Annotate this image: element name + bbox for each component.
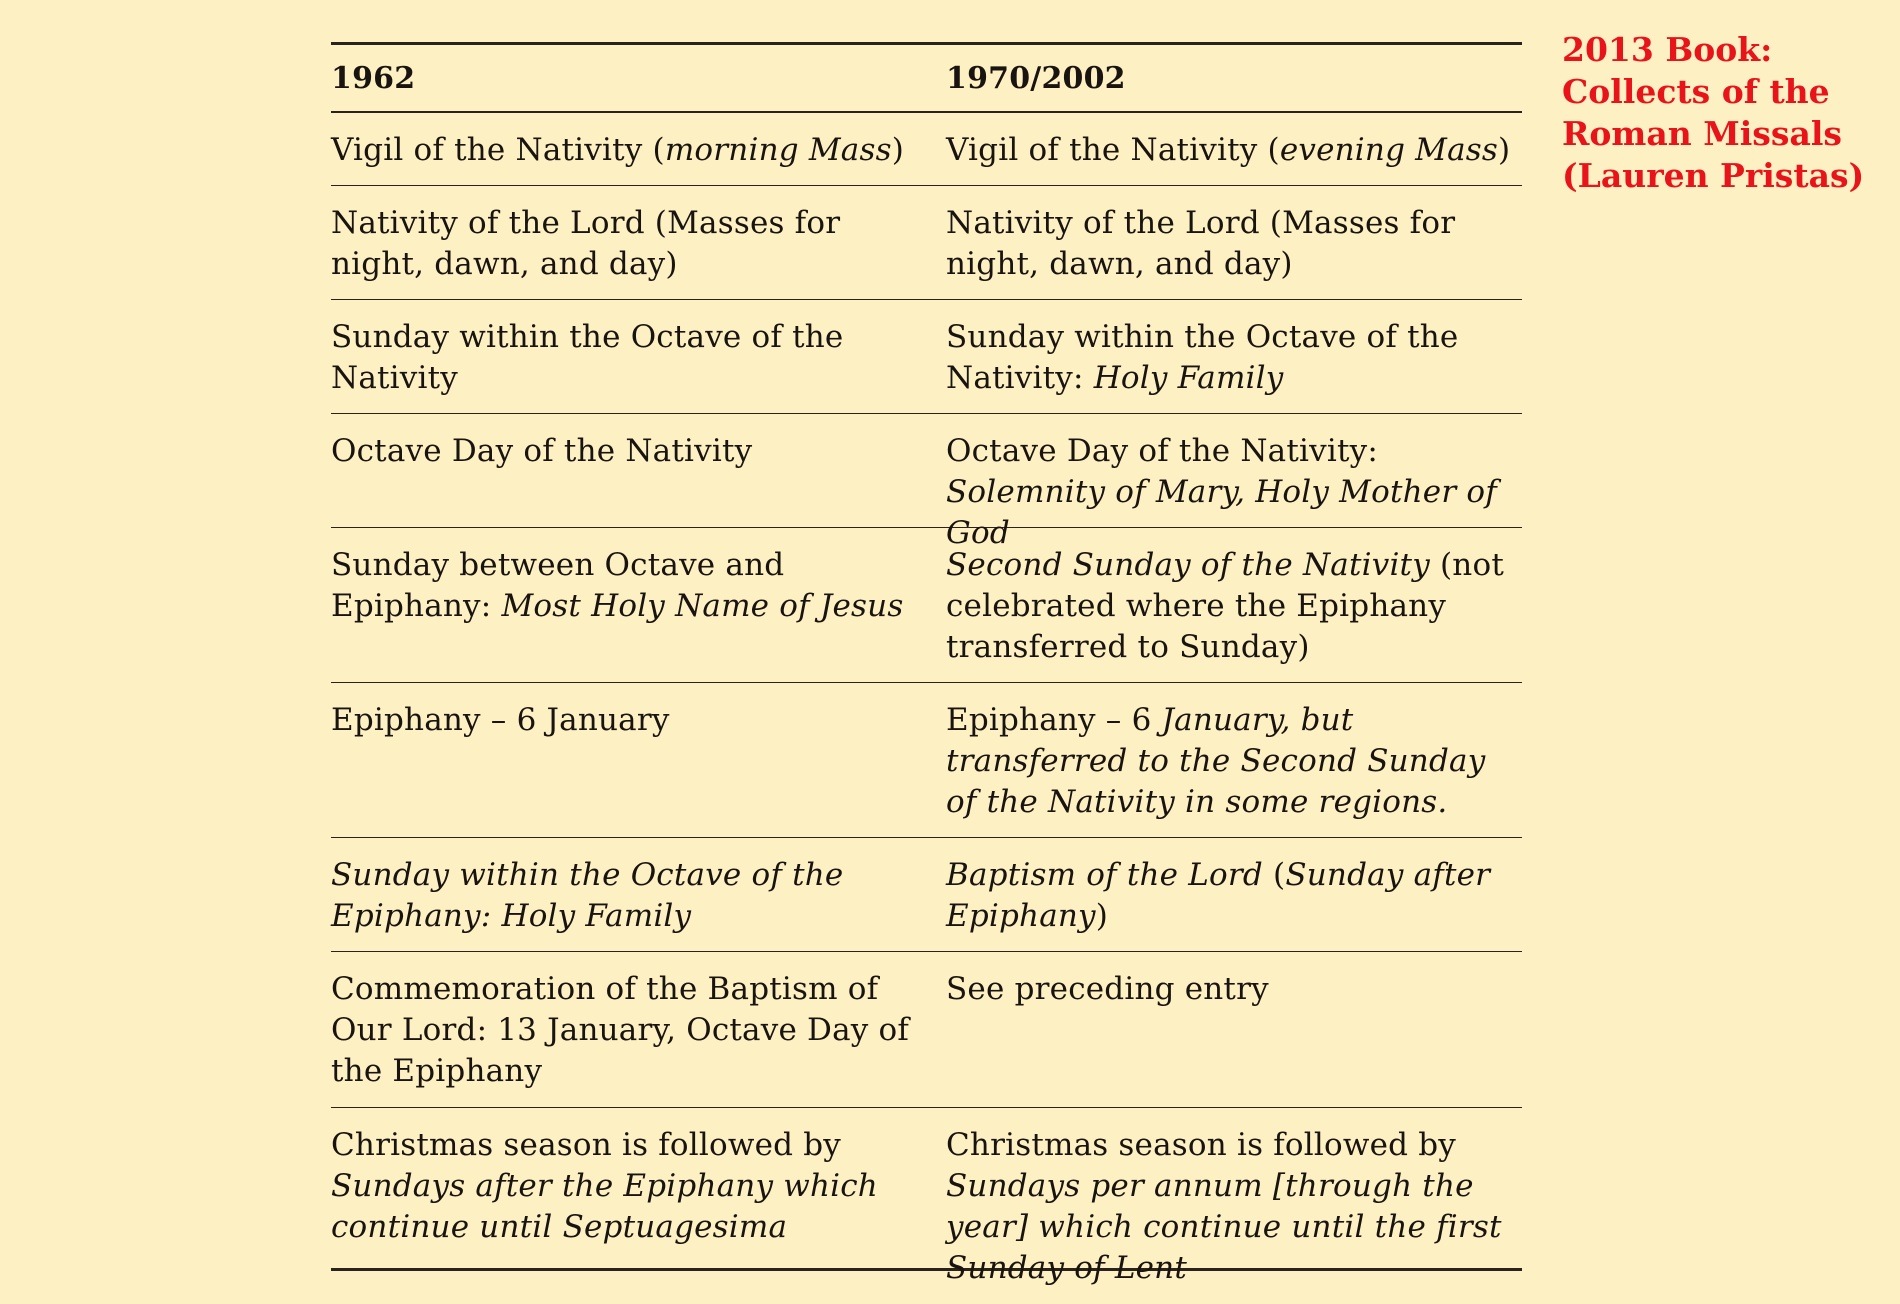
text: )	[891, 132, 904, 168]
cell-1970-2002	[946, 1125, 1522, 1286]
book-citation-note	[1562, 29, 1892, 197]
italic-text: Solemnity of Mary, Holy Mother of God	[946, 474, 1497, 551]
citation-line: 2013 Book:	[1562, 30, 1773, 69]
italic-text: Holy Family	[1093, 360, 1284, 396]
italic-text: Sundays after the Epiphany which continue until Septuagesima	[331, 1168, 878, 1245]
italic-text: Most Holy Name of Jesus	[501, 588, 904, 624]
table-row	[331, 528, 1522, 682]
table-row	[331, 414, 1522, 551]
cell-1970-2002	[946, 969, 1522, 1107]
cell-1962	[331, 203, 946, 299]
text: Commemoration of the Baptism of Our Lord: 13 January, Octave Day of the Epiphany	[331, 971, 910, 1089]
cell-1970-2002	[946, 700, 1522, 837]
text: See preceding entry	[946, 971, 1269, 1007]
cell-1962	[331, 1125, 946, 1268]
text: Sunday between Octave and Epiphany:	[331, 547, 785, 624]
cell-1970-2002	[946, 203, 1522, 299]
table-bottom-rule	[331, 1268, 1522, 1271]
text: )	[1095, 898, 1109, 934]
liturgical-comparison-table	[331, 42, 1522, 1286]
text: (	[1262, 857, 1286, 893]
italic-text: Sundays per annum [through the year] which continue until the first Sunday of Lent	[946, 1168, 1502, 1286]
text: Christmas season is followed by	[331, 1127, 841, 1163]
text: Sunday within the Octave of the Nativity	[331, 319, 844, 396]
text: Vigil of the Nativity (	[331, 132, 665, 168]
text: Vigil of the Nativity (	[946, 132, 1280, 168]
cell-1970-2002	[946, 130, 1522, 185]
cell-1970-2002	[946, 855, 1522, 951]
italic-text: Sunday within the Octave of the Epiphany: Holy Family	[331, 857, 844, 934]
text: (not celebrated where the Epiphany transferred to Sunday)	[946, 547, 1504, 665]
table-row	[331, 1108, 1522, 1286]
cell-1962	[331, 855, 946, 951]
text: Epiphany – 6	[946, 702, 1162, 738]
column-header-1962: 1962	[331, 60, 416, 96]
cell-1962	[331, 317, 946, 413]
text: )	[1498, 132, 1511, 168]
citation-line: Roman Missals	[1562, 114, 1842, 153]
citation-line: (Lauren Pristas)	[1562, 156, 1865, 195]
text: Nativity of the Lord (Masses for night, dawn, and day)	[331, 205, 841, 282]
text: Octave Day of the Nativity:	[946, 433, 1378, 469]
text: Nativity of the Lord (Masses for night, dawn, and day)	[946, 205, 1456, 282]
italic-text: Second Sunday of the Nativity	[946, 547, 1430, 583]
italic-text: morning Mass	[664, 132, 892, 168]
cell-1962	[331, 969, 946, 1107]
table-row	[331, 683, 1522, 837]
cell-1970-2002	[946, 317, 1522, 413]
citation-line: Collects of the	[1562, 72, 1830, 111]
table-row	[331, 952, 1522, 1107]
table-row	[331, 186, 1522, 299]
table-row	[331, 838, 1522, 951]
column-header-1970-2002: 1970/2002	[946, 60, 1126, 96]
cell-1962	[331, 130, 946, 185]
table-row	[331, 113, 1522, 185]
text: Christmas season is followed by	[946, 1127, 1456, 1163]
italic-text: January, but transferred to the Second Sunday of the Nativity in some regions.	[946, 702, 1486, 820]
cell-1970-2002	[946, 431, 1522, 551]
text: Sunday within the Octave of the Nativity:	[946, 319, 1459, 396]
table-row	[331, 300, 1522, 413]
text: Octave Day of the Nativity	[331, 433, 753, 469]
italic-text: Baptism of the Lord	[946, 857, 1263, 893]
table-header-row	[331, 45, 1522, 111]
cell-1970-2002	[946, 545, 1522, 682]
italic-text: evening Mass	[1279, 132, 1499, 168]
text: Epiphany – 6 January	[331, 702, 670, 738]
cell-1962	[331, 700, 946, 837]
cell-1962	[331, 431, 946, 527]
italic-text: Sunday after Epiphany	[946, 857, 1491, 934]
cell-1962	[331, 545, 946, 682]
